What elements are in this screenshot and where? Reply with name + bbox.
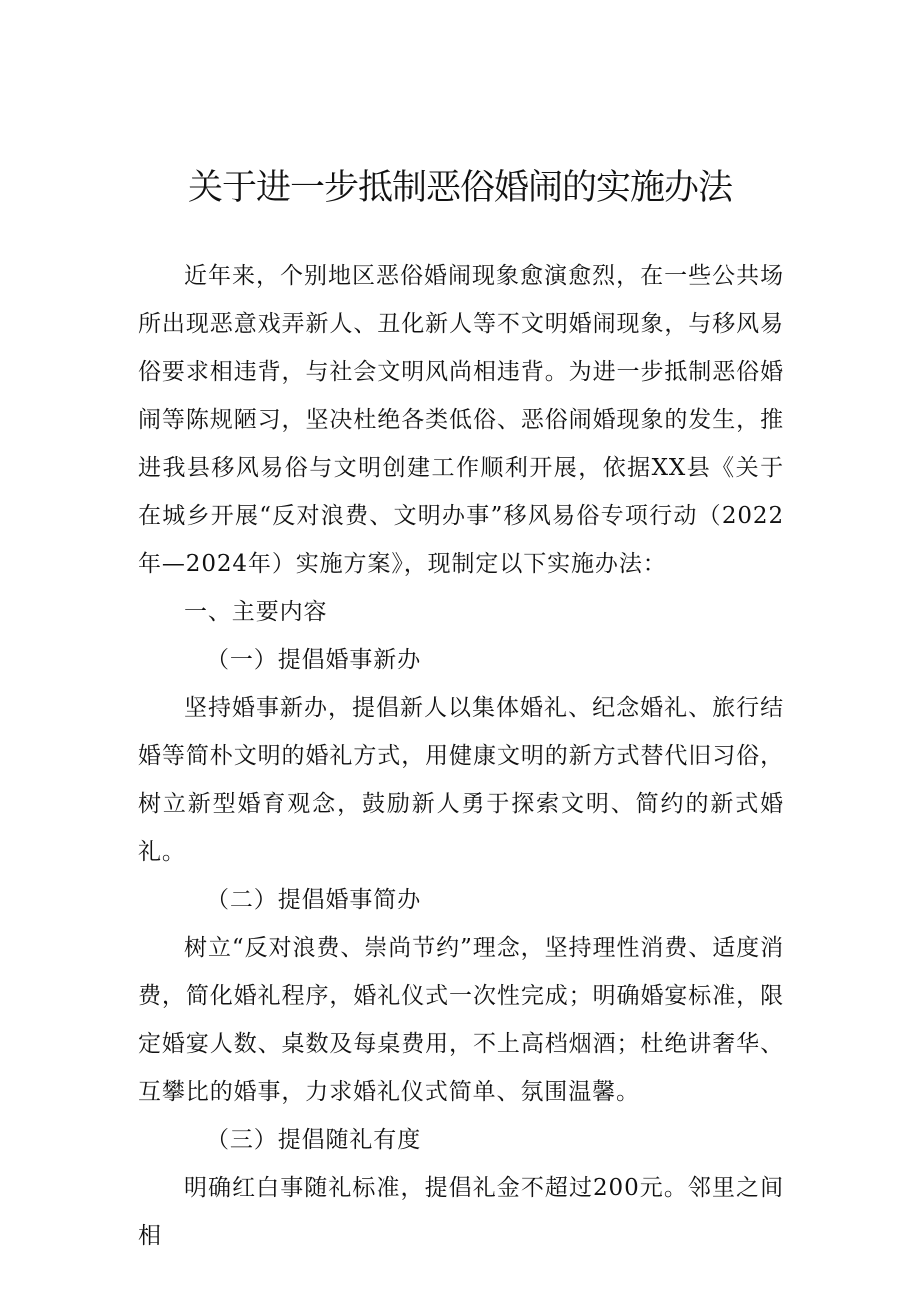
subsection-body-simple-wedding: 树立“反对浪费、崇尚节约”理念，坚持理性消费、适度消费，简化婚礼程序，婚礼仪式一次性完成；明确婚宴标准，限定婚宴人数、桌数及每桌费用，不上高档烟酒；杜绝讲奢华、互攀比的婚事，力求婚礼仪式简单、氛围温馨。 [138,935,784,1105]
subsection-heading-new-style-wedding: （一）提倡婚事新办 [206,647,422,673]
subsection-heading-simple-wedding: （二）提倡婚事简办 [206,887,422,913]
subsection-body-moderate-gifts: 明确红白事随礼标准，提倡礼金不超过200元。邻里之间相 [138,1175,784,1249]
subsection-body-new-style-wedding: 坚持婚事新办，提倡新人以集体婚礼、纪念婚礼、旅行结婚等简朴文明的婚礼方式，用健康文明的新方式替代旧习俗，树立新型婚育观念，鼓励新人勇于探索文明、简约的新式婚礼。 [138,695,784,865]
intro-paragraph: 近年来，个别地区恶俗婚闹现象愈演愈烈，在一些公共场所出现恶意戏弄新人、丑化新人等不文明婚闹现象，与移风易俗要求相违背，与社会文明风尚相违背。为进一步抵制恶俗婚闹等陈规陋习，坚决杜绝各类低俗、恶俗闹婚现象的发生，推进我县移风易俗与文明创建工作顺利开展，依据XX县《关于在城乡开展“反对浪费、文明办事”移风易俗专项行动（2022年—2024年）实施方案》，现制定以下实施办法： [138,263,784,577]
document-body [138,252,784,1260]
document-title: 关于进一步抵制恶俗婚闹的实施办法 [187,168,732,208]
section-heading-main-content: 一、主要内容 [184,599,328,625]
subsection-heading-moderate-gifts: （三）提倡随礼有度 [206,1127,422,1153]
